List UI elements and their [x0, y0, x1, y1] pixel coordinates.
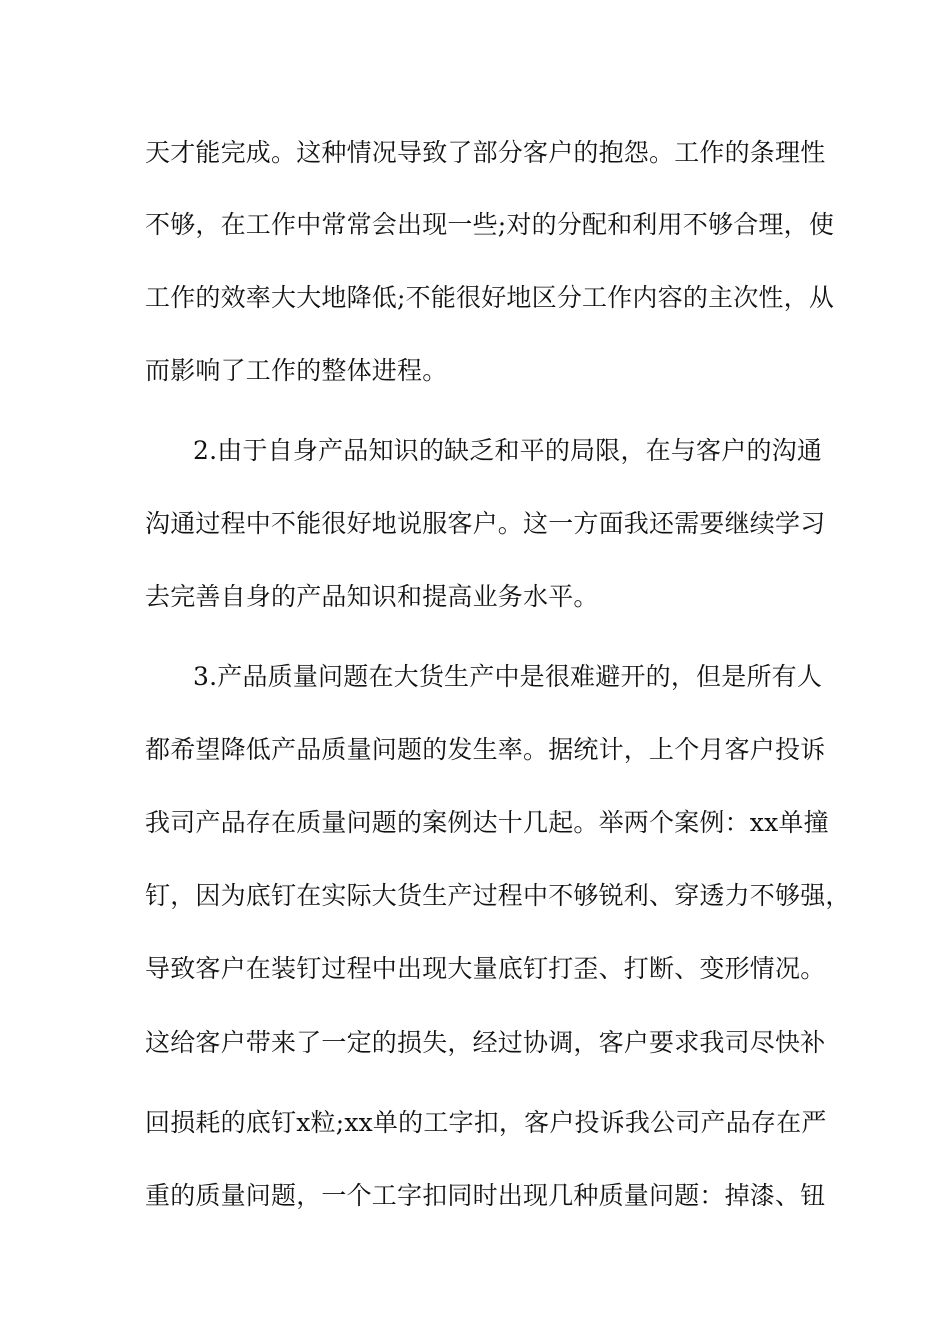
paragraph-3-line-5: 导致客户在装钉过程中出现大量底钉打歪、打断、变形情况。 — [145, 954, 826, 983]
paragraph-1-line-3: 工作的效率大大地降低;不能很好地区分工作内容的主次性，从 — [145, 283, 835, 312]
paragraph-3-line-2: 都希望降低产品质量问题的发生率。据统计，上个月客户投诉 — [145, 735, 826, 764]
paragraph-2-line-2: 沟通过程中不能很好地说服客户。这一方面我还需要继续学习 — [145, 509, 826, 538]
paragraph-2-line-3: 去完善自身的产品知识和提高业务水平。 — [145, 582, 599, 611]
paragraph-1-line-1: 天才能完成。这种情况导致了部分客户的抱怨。工作的条理性 — [145, 138, 826, 167]
paragraph-3-line-3: 我司产品存在质量问题的案例达十几起。举两个案例：xx单撞 — [145, 808, 829, 837]
paragraph-1-line-2: 不够，在工作中常常会出现一些;对的分配和利用不够合理，使 — [145, 210, 835, 239]
paragraph-3-line-4: 钉，因为底钉在实际大货生产过程中不够锐利、穿透力不够强， — [145, 881, 851, 910]
paragraph-3-line-6: 这给客户带来了一定的损失，经过协调，客户要求我司尽快补 — [145, 1028, 826, 1057]
paragraph-3-line-8: 重的质量问题，一个工字扣同时出现几种质量问题：掉漆、钮 — [145, 1181, 826, 1210]
paragraph-3-line-1: 3.产品质量问题在大货生产中是很难避开的，但是所有人 — [193, 662, 823, 691]
paragraph-2-line-1: 2.由于自身产品知识的缺乏和平的局限，在与客户的沟通 — [193, 436, 823, 465]
paragraph-3-line-7: 回损耗的底钉x粒;xx单的工字扣，客户投诉我公司产品存在严 — [145, 1108, 827, 1137]
paragraph-1-line-4: 而影响了工作的整体进程。 — [145, 356, 448, 385]
